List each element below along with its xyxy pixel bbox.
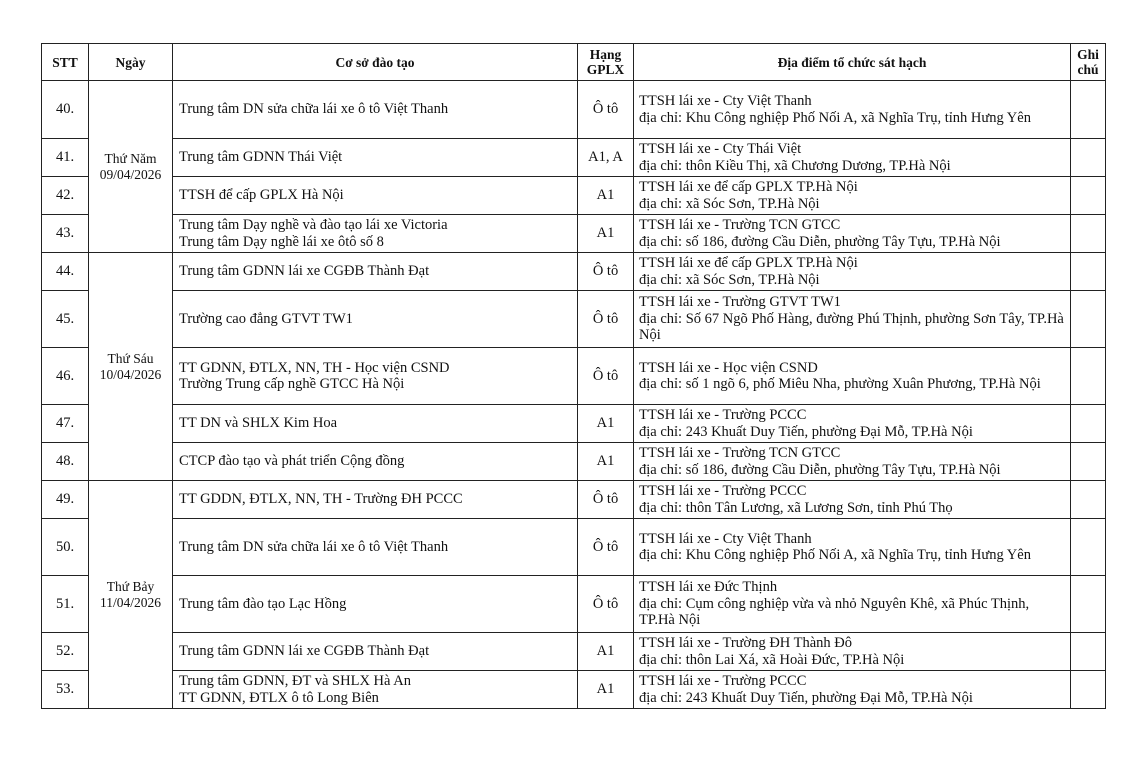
- exam-location-cell: [634, 177, 1071, 215]
- exam-center-address: địa chỉ: Cụm công nghiệp vừa và nhỏ Nguyên Khê, xã Phúc Thịnh, TP.Hà Nội: [639, 595, 1030, 629]
- notes-cell: [1071, 519, 1106, 576]
- exam-center-address: địa chỉ: 243 Khuất Duy Tiến, phường Đại Mỗ, TP.Hà Nội: [639, 689, 973, 706]
- training-center-cell: [173, 671, 578, 709]
- table-row: [42, 405, 1106, 443]
- table-row: [42, 139, 1106, 177]
- date-label: 10/04/2026: [99, 366, 162, 382]
- table-row: [42, 253, 1106, 291]
- row-stt: 46.: [42, 348, 89, 405]
- row-stt: 43.: [42, 215, 89, 253]
- header-notes: [1071, 44, 1106, 81]
- license-class-cell: A1: [578, 405, 634, 443]
- license-class-cell: Ô tô: [578, 81, 634, 139]
- exam-location-cell: [634, 519, 1071, 576]
- exam-center-address: địa chỉ: xã Sóc Sơn, TP.Hà Nội: [639, 195, 820, 212]
- training-center-name: TT DN và SHLX Kim Hoa: [179, 415, 338, 432]
- training-center-name: Trường Trung cấp nghề GTCC Hà Nội: [179, 376, 405, 392]
- header-row: [42, 44, 1106, 81]
- license-class-cell: Ô tô: [578, 576, 634, 633]
- table-row: [42, 215, 1106, 253]
- exam-location-cell: [634, 443, 1071, 481]
- exam-center-name: TTSH lái xe - Học viện CSND: [639, 359, 818, 376]
- table-row: [42, 576, 1106, 633]
- training-center-cell: [173, 348, 578, 405]
- exam-center-address: địa chỉ: số 186, đường Cầu Diễn, phường Tây Tựu, TP.Hà Nội: [639, 461, 1001, 478]
- exam-location-cell: [634, 215, 1071, 253]
- weekday-label: Thứ Bảy: [106, 578, 155, 594]
- row-stt: 52.: [42, 633, 89, 671]
- license-class-cell: Ô tô: [578, 291, 634, 348]
- table-body: [42, 81, 1106, 709]
- exam-location-cell: [634, 348, 1071, 405]
- training-center-cell: [173, 443, 578, 481]
- training-center-cell: [173, 177, 578, 215]
- header-license-class-line2: GPLX: [586, 62, 625, 77]
- exam-center-name: TTSH lái xe - Trường TCN GTCC: [639, 445, 841, 461]
- training-center-name: Trung tâm GDNN lái xe CGĐB Thành Đạt: [179, 643, 430, 660]
- header-license-class-line1: Hạng: [589, 47, 622, 62]
- table-row: [42, 633, 1106, 671]
- exam-center-name: TTSH lái xe - Trường GTVT TW1: [639, 294, 841, 311]
- exam-location-cell: [634, 291, 1071, 348]
- training-center-cell: [173, 139, 578, 177]
- table-row: [42, 671, 1106, 709]
- row-stt: 45.: [42, 291, 89, 348]
- date-label: 09/04/2026: [99, 166, 162, 182]
- license-class-cell: A1: [578, 443, 634, 481]
- notes-cell: [1071, 443, 1106, 481]
- training-center-cell: [173, 291, 578, 348]
- exam-center-address: địa chỉ: Khu Công nghiệp Phố Nối A, xã Nghĩa Trụ, tỉnh Hưng Yên: [639, 547, 1031, 563]
- training-center-name: TT GDNN, ĐTLX, NN, TH - Học viện CSND: [179, 359, 450, 376]
- training-center-cell: [173, 576, 578, 633]
- training-center-cell: [173, 481, 578, 519]
- exam-location-cell: [634, 633, 1071, 671]
- exam-location-cell: [634, 81, 1071, 139]
- training-center-name: CTCP đào tạo và phát triển Cộng đồng: [179, 453, 405, 470]
- training-center-cell: [173, 519, 578, 576]
- training-center-name: Trung tâm Dạy nghề và đào tạo lái xe Victoria: [179, 217, 448, 233]
- license-class-cell: Ô tô: [578, 519, 634, 576]
- exam-center-name: TTSH lái xe để cấp GPLX TP.Hà Nội: [639, 255, 858, 271]
- table-row: [42, 348, 1106, 405]
- table-row: [42, 481, 1106, 519]
- exam-center-address: địa chỉ: xã Sóc Sơn, TP.Hà Nội: [639, 271, 820, 288]
- license-class-cell: A1: [578, 671, 634, 709]
- exam-location-cell: [634, 139, 1071, 177]
- exam-center-name: TTSH lái xe - Trường PCCC: [639, 673, 807, 689]
- row-stt: 50.: [42, 519, 89, 576]
- row-stt: 53.: [42, 671, 89, 709]
- training-center-name: TT GDNN, ĐTLX ô tô Long Biên: [179, 689, 379, 706]
- exam-center-address: địa chỉ: số 1 ngõ 6, phố Miêu Nha, phường Xuân Phương, TP.Hà Nội: [639, 376, 1041, 392]
- notes-cell: [1071, 215, 1106, 253]
- training-center-name: Trung tâm GDNN, ĐT và SHLX Hà An: [179, 673, 411, 689]
- training-center-name: TT GDDN, ĐTLX, NN, TH - Trường ĐH PCCC: [179, 491, 463, 508]
- notes-cell: [1071, 177, 1106, 215]
- training-center-cell: [173, 633, 578, 671]
- header-notes-line1: Ghi: [1077, 47, 1099, 62]
- row-stt: 42.: [42, 177, 89, 215]
- license-class-cell: A1, A: [578, 139, 634, 177]
- exam-center-address: địa chỉ: thôn Kiều Thị, xã Chương Dương, TP.Hà Nội: [639, 157, 951, 174]
- notes-cell: [1071, 291, 1106, 348]
- notes-cell: [1071, 481, 1106, 519]
- header-license-class: [578, 44, 634, 81]
- training-center-name: Trung tâm DN sửa chữa lái xe ô tô Việt Thanh: [179, 538, 449, 555]
- exam-center-address: địa chỉ: 243 Khuất Duy Tiến, phường Đại Mỗ, TP.Hà Nội: [639, 423, 973, 440]
- license-class-cell: Ô tô: [578, 348, 634, 405]
- exam-center-name: TTSH lái xe - Trường TCN GTCC: [639, 217, 841, 233]
- training-center-name: TTSH để cấp GPLX Hà Nội: [179, 187, 344, 204]
- row-stt: 49.: [42, 481, 89, 519]
- exam-center-name: TTSH lái xe - Cty Việt Thanh: [639, 93, 812, 109]
- table-row: [42, 443, 1106, 481]
- notes-cell: [1071, 139, 1106, 177]
- notes-cell: [1071, 405, 1106, 443]
- exam-schedule-table: [41, 43, 1106, 709]
- license-class-cell: A1: [578, 633, 634, 671]
- exam-center-name: TTSH lái xe - Cty Việt Thanh: [639, 530, 812, 547]
- row-stt: 47.: [42, 405, 89, 443]
- training-center-name: Trường cao đẳng GTVT TW1: [179, 310, 353, 327]
- row-stt: 44.: [42, 253, 89, 291]
- training-center-cell: [173, 253, 578, 291]
- exam-center-name: TTSH lái xe để cấp GPLX TP.Hà Nội: [639, 179, 858, 195]
- date-label: 11/04/2026: [99, 594, 161, 610]
- header-stt: STT: [42, 44, 89, 81]
- table-row: [42, 177, 1106, 215]
- notes-cell: [1071, 633, 1106, 671]
- exam-center-name: TTSH lái xe - Trường ĐH Thành Đô: [639, 635, 853, 651]
- training-center-name: Trung tâm Dạy nghề lái xe ôtô số 8: [179, 233, 384, 250]
- row-stt: 51.: [42, 576, 89, 633]
- notes-cell: [1071, 253, 1106, 291]
- notes-cell: [1071, 576, 1106, 633]
- notes-cell: [1071, 81, 1106, 139]
- table-row: [42, 519, 1106, 576]
- exam-center-address: địa chỉ: thôn Tân Lương, xã Lương Sơn, tỉnh Phú Thọ: [639, 499, 953, 516]
- header-notes-line2: chú: [1077, 62, 1099, 77]
- training-center-name: Trung tâm GDNN Thái Việt: [179, 149, 343, 166]
- row-stt: 48.: [42, 443, 89, 481]
- header-exam-location: Địa điểm tổ chức sát hạch: [634, 44, 1071, 81]
- exam-date-cell: [89, 81, 173, 253]
- license-class-cell: Ô tô: [578, 481, 634, 519]
- exam-center-name: TTSH lái xe - Trường PCCC: [639, 483, 807, 499]
- weekday-label: Thứ Sáu: [107, 350, 154, 366]
- exam-center-address: địa chỉ: Số 67 Ngõ Phố Hàng, đường Phú Thịnh, phường Sơn Tây, TP.Hà Nội: [639, 310, 1064, 344]
- license-class-cell: Ô tô: [578, 253, 634, 291]
- license-class-cell: A1: [578, 215, 634, 253]
- exam-center-address: địa chỉ: thôn Lai Xá, xã Hoài Đức, TP.Hà Nội: [639, 651, 905, 668]
- exam-center-address: địa chỉ: số 186, đường Cầu Diễn, phường Tây Tựu, TP.Hà Nội: [639, 233, 1001, 250]
- table-row: [42, 291, 1106, 348]
- training-center-cell: [173, 405, 578, 443]
- exam-center-name: TTSH lái xe - Trường PCCC: [639, 407, 807, 423]
- header-date: Ngày: [89, 44, 173, 81]
- exam-date-cell: [89, 253, 173, 481]
- training-center-cell: [173, 215, 578, 253]
- training-center-name: Trung tâm đào tạo Lạc Hồng: [179, 595, 347, 612]
- exam-location-cell: [634, 576, 1071, 633]
- exam-location-cell: [634, 253, 1071, 291]
- weekday-label: Thứ Năm: [104, 150, 157, 166]
- training-center-name: Trung tâm DN sửa chữa lái xe ô tô Việt Thanh: [179, 101, 449, 118]
- license-class-cell: A1: [578, 177, 634, 215]
- notes-cell: [1071, 671, 1106, 709]
- notes-cell: [1071, 348, 1106, 405]
- header-training-center: Cơ sở đào tạo: [173, 44, 578, 81]
- training-center-cell: [173, 81, 578, 139]
- row-stt: 40.: [42, 81, 89, 139]
- exam-location-cell: [634, 481, 1071, 519]
- exam-location-cell: [634, 671, 1071, 709]
- exam-center-address: địa chỉ: Khu Công nghiệp Phố Nối A, xã Nghĩa Trụ, tỉnh Hưng Yên: [639, 109, 1031, 126]
- exam-center-name: TTSH lái xe - Cty Thái Việt: [639, 141, 802, 157]
- exam-location-cell: [634, 405, 1071, 443]
- row-stt: 41.: [42, 139, 89, 177]
- training-center-name: Trung tâm GDNN lái xe CGĐB Thành Đạt: [179, 263, 430, 280]
- exam-center-name: TTSH lái xe Đức Thịnh: [639, 579, 778, 596]
- table-row: [42, 81, 1106, 139]
- exam-date-cell: [89, 481, 173, 709]
